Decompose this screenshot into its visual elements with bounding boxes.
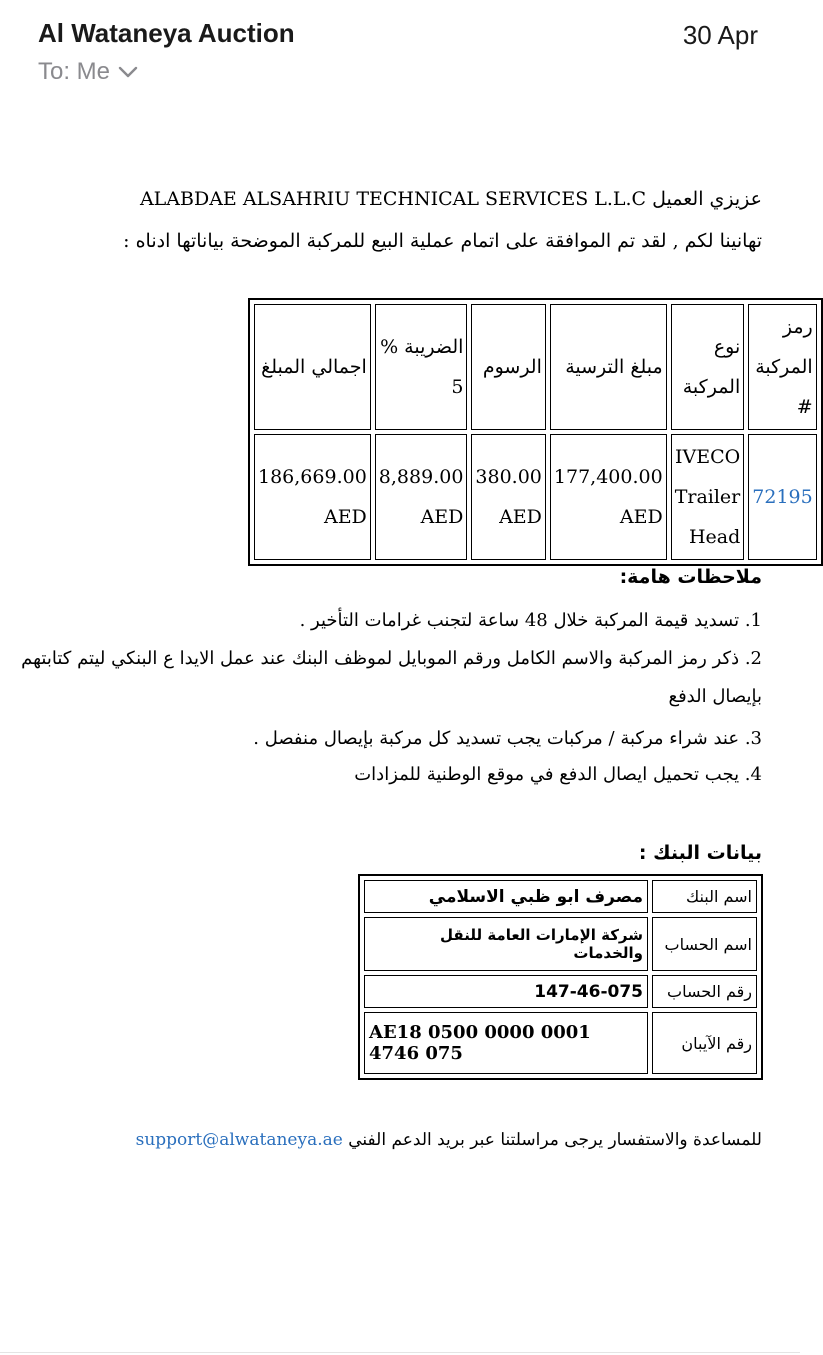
vehicle-type: IVECO Trailer Head — [671, 434, 745, 560]
note-item: 2. ذكر رمز المركبة والاسم الكامل ورقم الموبايل لموظف البنك عند عمل الايدا ع البنكي ليتم كتابتهم — [21, 648, 762, 669]
greeting: عزيزي العميل ALABDAE ALSAHRIU TECHNICAL SERVICES L.L.C — [139, 188, 762, 210]
bank-title: بيانات البنك : — [638, 842, 762, 864]
bank-row — [364, 880, 757, 913]
vehicle-table — [248, 298, 823, 566]
account-number-label: رقم الحساب — [652, 975, 757, 1008]
bank-row — [364, 1012, 757, 1074]
col-header-vehicle-type: نوع المركبة — [671, 304, 745, 430]
divider — [0, 1352, 800, 1353]
bank-name-label: اسم البنك — [652, 880, 757, 913]
col-header-fees: الرسوم — [471, 304, 545, 430]
winning-bid: 177,400.00 AED — [550, 434, 667, 560]
account-number-value: 147-46-075 — [364, 975, 648, 1008]
account-name-value: شركة الإمارات العامة للنقل والخدمات — [364, 917, 648, 971]
note-item: 1. تسديد قيمة المركبة خلال 48 ساعة لتجنب غرامات التأخير . — [299, 610, 762, 631]
col-header-total: اجمالي المبلغ — [254, 304, 371, 430]
col-header-vehicle-code: رمز المركبة # — [748, 304, 816, 430]
note-item: 4. يجب تحميل ايصال الدفع في موقع الوطنية للمزادات — [354, 764, 762, 785]
vat: 8,889.00 AED — [375, 434, 468, 560]
support-text: للمساعدة والاستفسار يرجى مراسلتنا عبر بريد الدعم الفني — [348, 1130, 762, 1150]
vehicle-table-header-row — [254, 304, 817, 430]
bank-row — [364, 975, 757, 1008]
total-amount: 186,669.00 AED — [254, 434, 371, 560]
sender-name: Al Wataneya Auction — [38, 18, 295, 48]
col-header-winning-bid: مبلغ الترسية — [550, 304, 667, 430]
chevron-down-icon — [118, 65, 138, 79]
recipients-label: To: Me — [38, 58, 111, 85]
support-email-link[interactable]: support@alwataneya.ae — [135, 1130, 343, 1150]
note-item-continued: بإيصال الدفع — [668, 686, 762, 707]
bank-table — [358, 874, 763, 1080]
intro-text: تهانينا لكم , لقد تم الموافقة على اتمام عملية البيع للمركبة الموضحة بياناتها ادناه : — [123, 230, 762, 252]
bank-name-value: مصرف ابو ظبي الاسلامي — [364, 880, 648, 913]
fees: 380.00 AED — [471, 434, 545, 560]
iban-label: رقم الآيبان — [652, 1012, 757, 1074]
account-name-label: اسم الحساب — [652, 917, 757, 971]
note-item: 3. عند شراء مركبة / مركبات يجب تسديد كل مركبة بإيصال منفصل . — [253, 728, 762, 749]
notes-title: ملاحظات هامة: — [619, 566, 762, 588]
support-line — [136, 1130, 762, 1150]
recipients-toggle[interactable] — [38, 58, 138, 86]
iban-value: AE18 0500 0000 0001 4746 075 — [364, 1012, 648, 1074]
vehicle-code-link[interactable]: 72195 — [748, 434, 816, 560]
col-header-vat: الضريبة % 5 — [375, 304, 468, 430]
email-date: 30 Apr — [682, 20, 758, 50]
bank-row — [364, 917, 757, 971]
vehicle-table-row — [254, 434, 817, 560]
